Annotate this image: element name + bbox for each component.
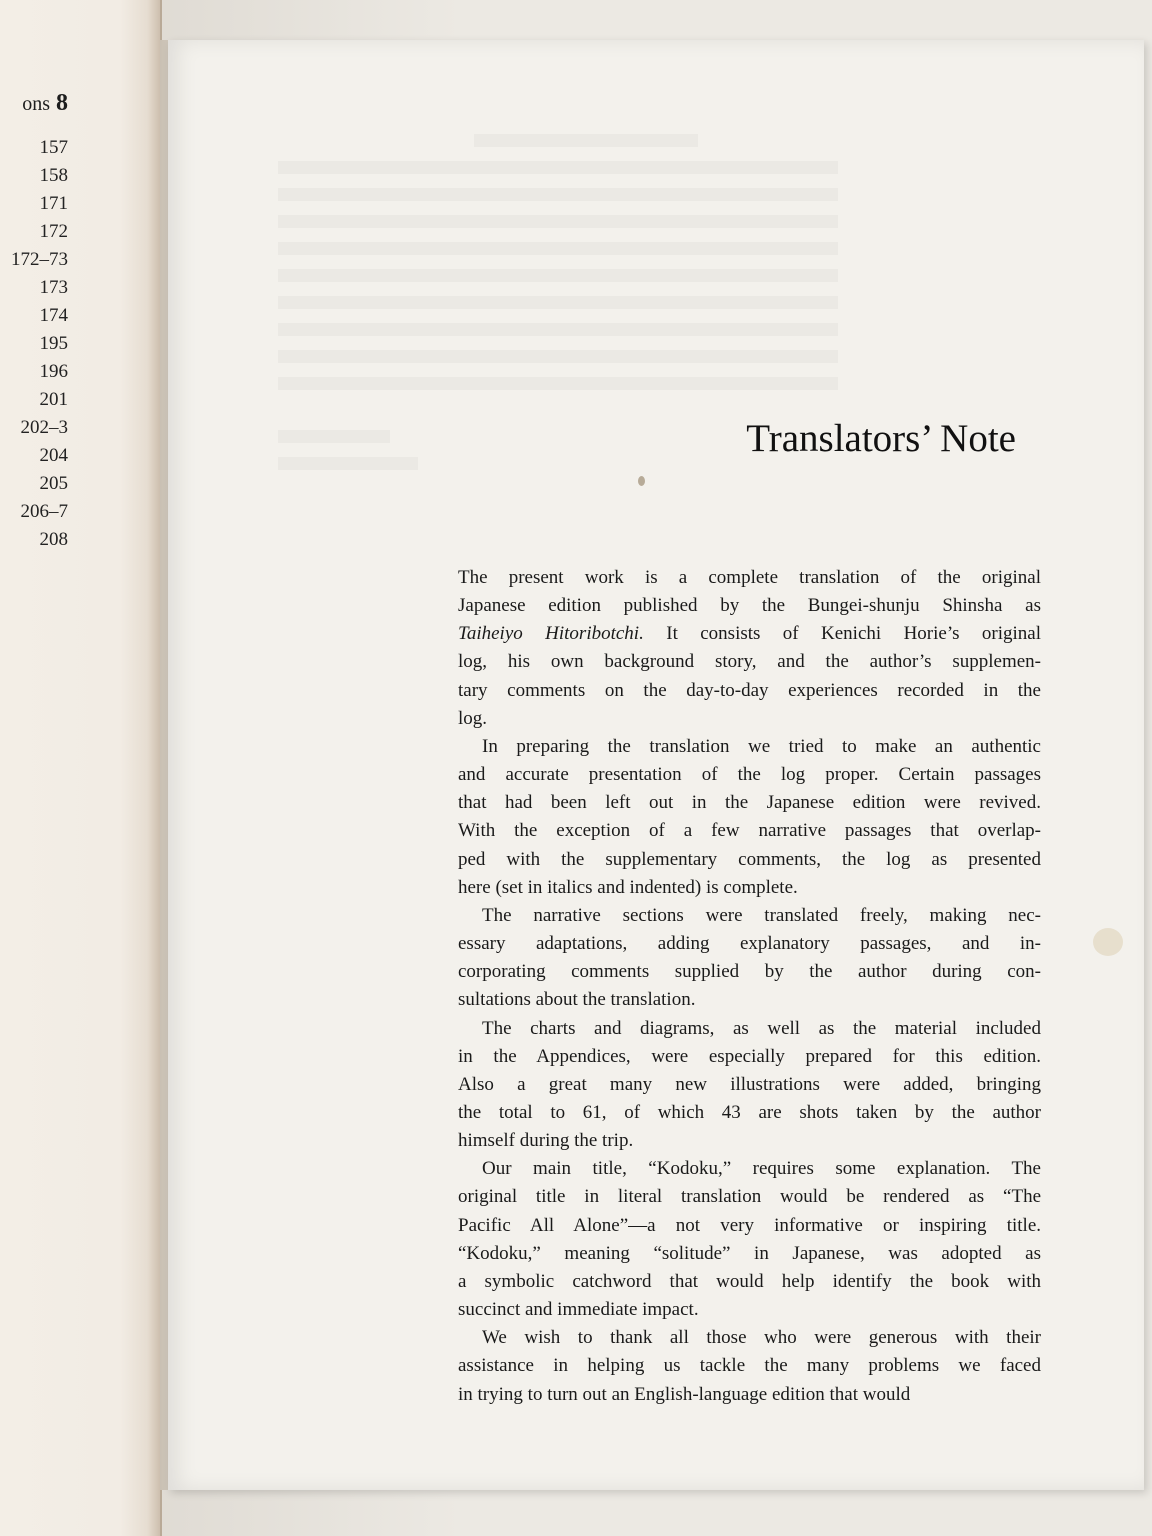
body-text [458,564,1041,1409]
page-number: 196 [39,361,68,382]
page-number-list [11,134,68,554]
text-line: sultations about the translation. [458,989,696,1011]
text-line: here (set in italics and indented) is complete. [458,876,798,898]
paragraph [458,1324,1041,1408]
text-line: in the Appendices, were especially prepared for this edition. [458,1045,1041,1067]
text-line: assistance in helping us tackle the many problems we faced [458,1355,1041,1377]
text-line: ped with the supplementary comments, the log as presented [458,848,1041,870]
chapter-title: Translators’ Note [746,417,1016,460]
text-line: The present work is a complete translation of the original [458,567,1041,588]
paragraph [458,564,1041,733]
text-line: succinct and immediate impact. [458,1299,699,1321]
paragraph [458,1015,1041,1156]
left-running-head [22,90,68,117]
page-spot [638,476,645,486]
left-page [0,0,162,1536]
text-line: that had been left out in the Japanese edition were revived. [458,792,1041,814]
paragraph [458,902,1041,1015]
text-line: Pacific All Alone”—a not very informative or inspiring title. [458,1214,1041,1236]
page-number: 205 [39,473,68,494]
running-head-text: ons [22,93,50,115]
text-line: With the exception of a few narrative passages that overlap- [458,820,1041,842]
page-number: 158 [39,165,68,186]
text-line: and accurate presentation of the log proper. Certain passages [458,764,1041,786]
page-number: 174 [39,305,68,326]
italic-title: Taiheiyo Hitoribotchi. [458,623,644,645]
text-line: original title in literal translation would be rendered as “The [458,1186,1041,1208]
page-number: 173 [39,277,68,298]
paragraph [458,1155,1041,1324]
text-line: tary comments on the day-to-day experiences recorded in the [458,679,1041,701]
text-line: a symbolic catchword that would help identify the book with [458,1270,1041,1292]
right-page [168,40,1144,1490]
page-number: 204 [39,445,68,466]
text-line: Taiheiyo Hitoribotchi. It consists of Kenichi Horie’s original [458,623,1041,645]
text-line: Our main title, “Kodoku,” requires some explanation. The [482,1158,1041,1180]
page-number: 172 [39,221,68,242]
text-line: log, his own background story, and the author’s supplemen- [458,651,1041,673]
page-number: 171 [39,193,68,214]
text-line: Also a great many new illustrations were added, bringing [458,1073,1041,1095]
text-line: We wish to thank all those who were generous with their [482,1327,1041,1349]
text-line: In preparing the translation we tried to make an authentic [482,735,1041,757]
page-number: 201 [39,389,68,410]
text-line: corporating comments supplied by the author during con- [458,961,1041,983]
page-number: 195 [39,333,68,354]
text-line: Japanese edition published by the Bungei-shunju Shinsha as [458,595,1041,617]
text-line: log. [458,707,488,729]
page-number: 172–73 [11,249,68,270]
paragraph [458,733,1041,902]
text-line: in trying to turn out an English-language edition that would [458,1383,911,1405]
text-line: the total to 61, of which 43 are shots taken by the author [458,1101,1041,1123]
page-number: 202–3 [20,417,68,438]
page-number: 206–7 [20,501,68,522]
text-line: The charts and diagrams, as well as the material included [482,1017,1041,1039]
text-line: “Kodoku,” meaning “solitude” in Japanese, was adopted as [458,1242,1041,1264]
page-number: 157 [39,137,68,158]
running-head-number: 8 [56,90,68,116]
page-number: 208 [39,529,68,550]
page-stain [1093,928,1123,956]
text-line: essary adaptations, adding explanatory passages, and in- [458,933,1041,955]
text-line: The narrative sections were translated freely, making nec- [482,904,1041,926]
text-line: himself during the trip. [458,1130,634,1152]
